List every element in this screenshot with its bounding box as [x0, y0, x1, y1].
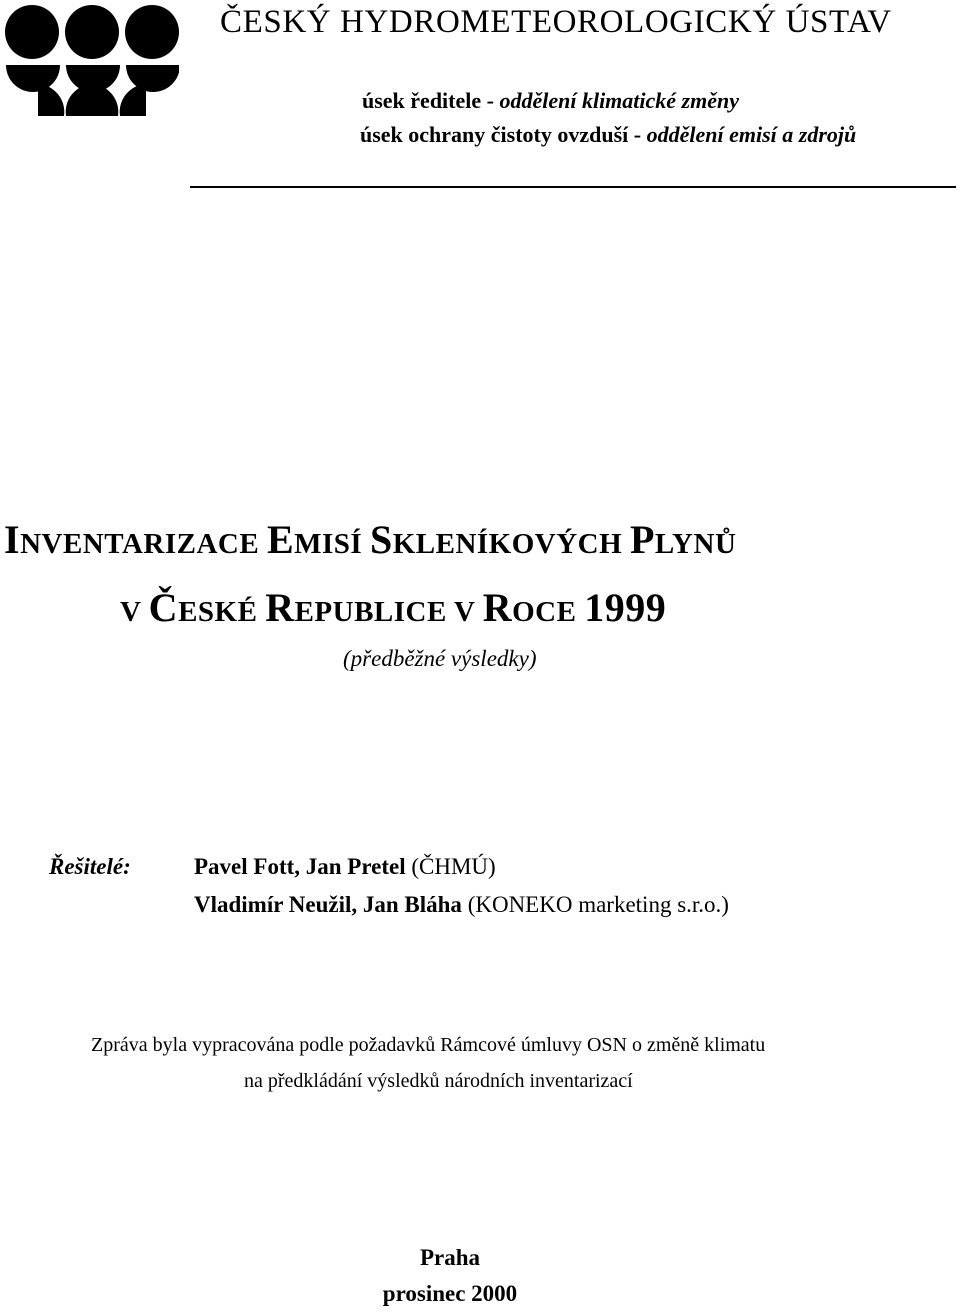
author-names: Pavel Fott, Jan Pretel: [194, 854, 406, 879]
title-segment: NVENTARIZACE: [20, 528, 267, 560]
title-segment: V: [120, 596, 149, 628]
author-line: [194, 854, 496, 880]
title-segment: 1999: [584, 585, 667, 630]
title-segment: EPUBLICE V: [294, 596, 483, 628]
report-note-line-1: Zpráva byla vypracována podle požadavků Rámcové úmluvy OSN o změně klimatu: [91, 1034, 766, 1056]
title-segment: LYNŮ: [654, 528, 737, 560]
title-segment: P: [629, 517, 655, 562]
title-segment: R: [482, 585, 513, 630]
logo-drop-left: [38, 84, 64, 116]
title-segment: OCE: [512, 596, 585, 628]
logo-circle-right: [125, 5, 179, 59]
division-name: úsek ředitele -: [362, 88, 500, 113]
title-segment: MISÍ: [294, 528, 370, 560]
logo-drop-middle: [66, 84, 119, 116]
footer-city: Praha: [419, 1245, 481, 1270]
title-segment: ESKÉ: [178, 596, 266, 628]
title-line-2: [120, 584, 666, 631]
title-segment: I: [4, 517, 21, 562]
author-line: [194, 892, 729, 918]
header-divider: [190, 186, 956, 188]
department-line-2: [360, 122, 856, 148]
report-note-line-2: na předkládání výsledků národních inventarizací: [244, 1070, 633, 1092]
chmu-logo: [4, 2, 179, 118]
logo-circle-middle: [65, 5, 119, 59]
division-name: úsek ochrany čistoty ovzduší -: [360, 122, 647, 147]
subtitle: (předběžné výsledky): [343, 646, 537, 671]
department-name: oddělení klimatické změny: [499, 88, 739, 113]
logo-drop-right: [120, 84, 146, 116]
author-organization: (KONEKO marketing s.r.o.): [461, 892, 729, 917]
title-segment: Č: [148, 585, 179, 630]
title-line-1: [4, 516, 736, 563]
title-segment: S: [369, 517, 393, 562]
institute-name: ČESKÝ HYDROMETEOROLOGICKÝ ÚSTAV: [220, 4, 892, 40]
footer-date: prosinec 2000: [382, 1281, 518, 1306]
authors-label: Řešitelé:: [49, 854, 131, 879]
title-segment: R: [265, 585, 295, 630]
department-name: oddělení emisí a zdrojů: [646, 122, 857, 147]
title-segment: KLENÍKOVÝCH: [392, 528, 630, 560]
department-line-1: [362, 88, 739, 114]
logo-circle-left: [5, 5, 59, 59]
title-segment: E: [266, 517, 295, 562]
author-names: Vladimír Neužil, Jan Bláha: [194, 892, 462, 917]
logo-wave-left: [6, 65, 60, 92]
author-organization: (ČHMÚ): [405, 854, 496, 879]
